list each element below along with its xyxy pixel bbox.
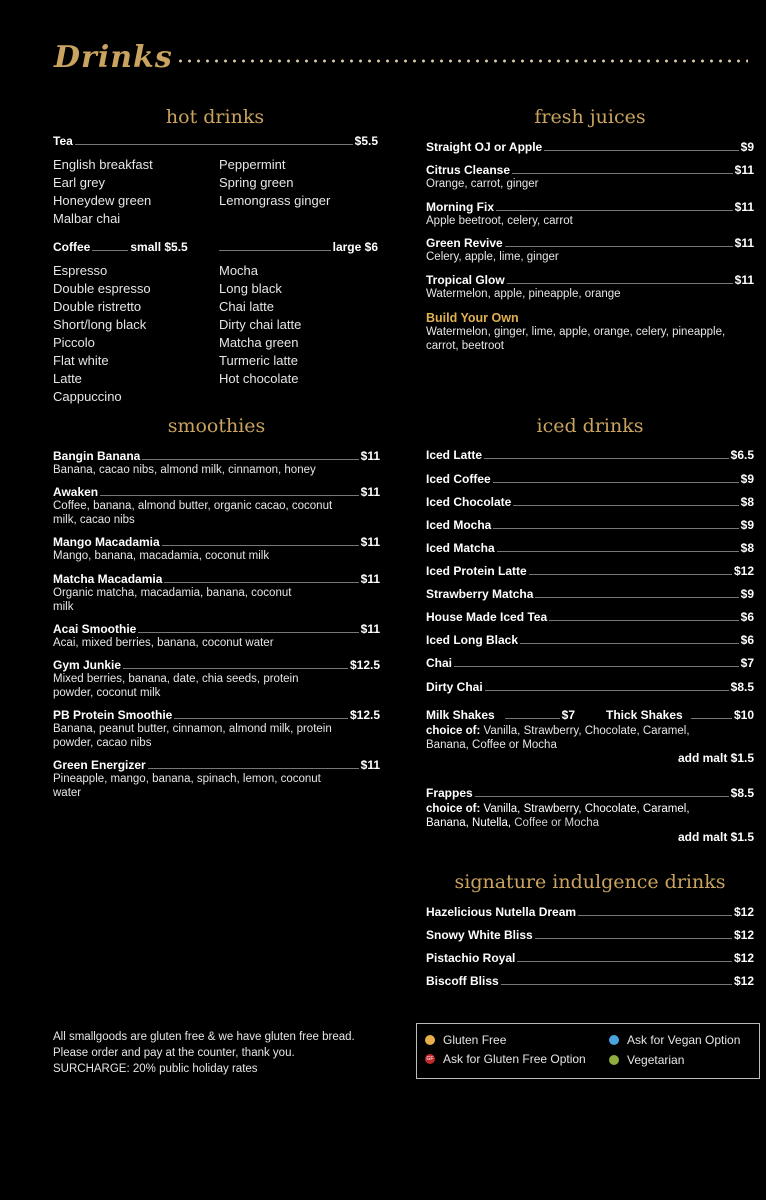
item-price: $11	[360, 449, 380, 463]
menu-item	[426, 495, 754, 509]
legend-ask-vegan	[609, 1033, 740, 1047]
item-price: $9	[740, 518, 754, 532]
leader-line	[174, 718, 348, 719]
menu-item	[426, 518, 754, 532]
dietary-legend	[416, 1023, 760, 1079]
item-description: Mango, banana, macadamia, coconut milk	[53, 550, 270, 562]
leader-line	[505, 246, 733, 247]
item-price: $11	[360, 572, 380, 586]
item-name: Mango Macadamia	[53, 535, 160, 549]
item-price: $11	[734, 200, 754, 214]
menu-item	[426, 472, 754, 486]
footer-line: All smallgoods are gluten free & we have gluten free bread.	[53, 1031, 355, 1043]
item-name: Awaken	[53, 485, 99, 499]
menu-item-thick-shakes	[606, 708, 754, 722]
item-price: $11	[360, 535, 380, 549]
item-name: Thick Shakes	[606, 708, 683, 722]
item-name: Iced Coffee	[426, 472, 491, 486]
tea-list-col1	[53, 156, 153, 228]
menu-item-frappes	[426, 786, 754, 800]
menu-item	[53, 708, 380, 750]
item-price: $9	[740, 587, 754, 601]
item-price: $8.5	[730, 680, 754, 694]
item-price: $11	[360, 485, 380, 499]
item-price: $11	[360, 622, 380, 636]
menu-item	[53, 622, 380, 650]
leader-line	[505, 718, 560, 719]
item-name: Frappes	[426, 786, 473, 800]
item-price: $6	[740, 610, 754, 624]
item-price: $9	[740, 140, 754, 154]
hot-drinks-heading: hot drinks	[165, 106, 265, 128]
list-item: Peppermint	[219, 157, 286, 172]
footer-line: SURCHARGE: 20% public holiday rates	[53, 1063, 258, 1075]
item-price: $11	[734, 163, 754, 177]
menu-item	[426, 564, 754, 578]
frappe-choices	[426, 802, 696, 830]
leader-line	[497, 551, 739, 552]
item-price: $12.5	[349, 708, 380, 722]
item-description: Apple beetroot, celery, carrot	[426, 215, 573, 227]
list-item: Double espresso	[53, 281, 151, 296]
item-name: Milk Shakes	[426, 708, 495, 722]
title-dotted-rule	[176, 59, 748, 63]
item-price: $7	[561, 708, 575, 722]
item-name: Iced Matcha	[426, 541, 495, 555]
list-item: Short/long black	[53, 317, 147, 332]
item-price: $11	[734, 273, 754, 287]
leader-line	[92, 250, 128, 251]
list-item: Matcha green	[219, 335, 299, 350]
leader-line	[164, 582, 358, 583]
item-name: Iced Long Black	[426, 633, 519, 647]
legend-label: Gluten Free	[443, 1033, 507, 1047]
choice-list: Vanilla, Strawberry, Chocolate, Caramel, Banana, Coffee or Mocha	[426, 725, 690, 751]
legend-ask-gluten-free	[425, 1052, 586, 1066]
list-item: Flat white	[53, 353, 109, 368]
item-description: Mixed berries, banana, date, chia seeds, protein powder, coconut milk	[53, 673, 299, 699]
item-price: large $6	[332, 240, 378, 254]
list-item: Chai latte	[219, 299, 274, 314]
item-name: Bangin Banana	[53, 449, 141, 463]
list-item: Malbar chai	[53, 211, 121, 226]
leader-line	[138, 632, 358, 633]
vegan-icon	[609, 1035, 619, 1045]
list-item: Cappuccino	[53, 389, 122, 404]
item-name: Snowy White Bliss	[426, 928, 533, 942]
menu-item	[53, 572, 380, 614]
menu-item	[426, 163, 754, 191]
iced-drinks-heading: iced drinks	[536, 415, 644, 437]
item-name: Iced Mocha	[426, 518, 492, 532]
coffee-list-col1	[53, 262, 151, 406]
item-price: $12	[733, 951, 754, 965]
leader-line	[535, 597, 738, 598]
item-description: Organic matcha, macadamia, banana, coconut milk	[53, 587, 292, 613]
legend-gluten-free	[425, 1033, 506, 1047]
menu-item	[53, 485, 380, 527]
menu-item	[426, 610, 754, 624]
ask-gluten-free-icon: GF	[426, 1056, 434, 1062]
leader-line	[501, 984, 732, 985]
leader-line	[493, 482, 739, 483]
item-description: Celery, apple, lime, ginger	[426, 251, 559, 263]
leader-line	[513, 505, 738, 506]
leader-line	[496, 210, 733, 211]
item-name: Pistachio Royal	[426, 951, 516, 965]
leader-line	[454, 666, 739, 667]
leader-line	[219, 250, 331, 251]
item-name: Dirty Chai	[426, 680, 483, 694]
list-item: Dirty chai latte	[219, 317, 302, 332]
choice-list-extra: Coffee or Mocha	[514, 817, 600, 829]
item-price: $9	[740, 472, 754, 486]
add-malt-note: add malt $1.5	[677, 830, 754, 844]
menu-item	[426, 587, 754, 601]
item-price: $12	[733, 905, 754, 919]
leader-line	[485, 690, 729, 691]
item-name: Strawberry Matcha	[426, 587, 534, 601]
item-price: small $5.5	[130, 240, 188, 254]
vegetarian-icon	[609, 1055, 619, 1065]
item-name: Hazelicious Nutella Dream	[426, 905, 577, 919]
list-item: Spring green	[219, 175, 294, 190]
menu-item-coffee-small	[53, 240, 213, 254]
legend-label: Vegetarian	[627, 1053, 685, 1067]
coffee-list-col2	[219, 262, 301, 388]
leader-line	[484, 458, 729, 459]
menu-item	[53, 658, 380, 700]
page-title: Drinks	[54, 40, 173, 75]
leader-line	[529, 574, 732, 575]
item-price: $6	[740, 633, 754, 647]
item-price: $12	[733, 928, 754, 942]
item-name: Coffee	[53, 240, 91, 254]
list-item: Turmeric latte	[219, 353, 298, 368]
leader-line	[512, 173, 733, 174]
item-description: Watermelon, apple, pineapple, orange	[426, 288, 621, 300]
leader-line	[142, 459, 358, 460]
item-name: Acai Smoothie	[53, 622, 137, 636]
item-description: Banana, cacao nibs, almond milk, cinnamon, honey	[53, 464, 316, 476]
choice-list: Vanilla, Strawberry, Chocolate, Caramel, Banana, Nutella,	[426, 803, 690, 829]
menu-item-coffee-large	[219, 240, 378, 254]
item-name: Iced Latte	[426, 448, 483, 462]
list-item: Double ristretto	[53, 299, 142, 314]
leader-line	[148, 768, 359, 769]
item-description: Orange, carrot, ginger	[426, 178, 539, 190]
gluten-free-icon	[425, 1035, 435, 1045]
list-item: Hot chocolate	[219, 371, 299, 386]
item-name: Citrus Cleanse	[426, 163, 511, 177]
tea-list-col2	[219, 156, 330, 210]
item-name: Iced Protein Latte	[426, 564, 527, 578]
leader-line	[549, 620, 738, 621]
menu-item	[426, 905, 754, 919]
menu-item	[53, 758, 380, 800]
legend-label: Ask for Vegan Option	[627, 1033, 741, 1047]
item-name: Iced Chocolate	[426, 495, 512, 509]
item-price: $12	[733, 564, 754, 578]
item-price: $12	[733, 974, 754, 988]
signature-heading: signature indulgence drinks	[454, 871, 726, 893]
item-name: Green Revive	[426, 236, 503, 250]
item-price: $10	[733, 708, 754, 722]
list-item: Lemongrass ginger	[219, 193, 331, 208]
menu-item	[53, 535, 380, 563]
item-name: PB Protein Smoothie	[53, 708, 173, 722]
menu-item	[426, 680, 754, 694]
item-price: $11	[734, 236, 754, 250]
item-description: Banana, peanut butter, cinnamon, almond milk, protein powder, cacao nibs	[53, 723, 332, 749]
item-price: $8	[740, 541, 754, 555]
item-description: Acai, mixed berries, banana, coconut water	[53, 637, 274, 649]
menu-item	[426, 656, 754, 670]
item-name: Build Your Own	[426, 311, 519, 325]
menu-item	[426, 974, 754, 988]
fresh-juices-heading: fresh juices	[534, 106, 646, 128]
item-name: Matcha Macadamia	[53, 572, 163, 586]
legend-vegetarian	[609, 1053, 684, 1067]
leader-line	[691, 718, 732, 719]
item-description: Watermelon, ginger, lime, apple, orange, celery, pineapple, carrot, beetroot	[426, 326, 726, 352]
leader-line	[535, 938, 732, 939]
smoothies-heading: smoothies	[167, 415, 266, 437]
choice-label: choice of:	[426, 725, 481, 737]
footer-notes	[53, 1029, 413, 1077]
list-item: Honeydew green	[53, 193, 152, 208]
leader-line	[475, 796, 729, 797]
item-name: Gym Junkie	[53, 658, 122, 672]
item-price: $11	[360, 758, 380, 772]
choice-label: choice of:	[426, 803, 481, 815]
list-item: Latte	[53, 371, 82, 386]
leader-line	[517, 961, 732, 962]
leader-line	[520, 643, 739, 644]
menu-item	[426, 541, 754, 555]
leader-line	[493, 528, 738, 529]
item-price: $8.5	[730, 786, 754, 800]
legend-label: Ask for Gluten Free Option	[443, 1052, 586, 1066]
item-name: House Made Iced Tea	[426, 610, 548, 624]
menu-item	[426, 273, 754, 301]
list-item: Mocha	[219, 263, 259, 278]
leader-line	[75, 144, 353, 145]
leader-line	[544, 150, 738, 151]
menu-item	[426, 633, 754, 647]
item-name: Biscoff Bliss	[426, 974, 499, 988]
milkshake-choices	[426, 724, 716, 752]
list-item: Espresso	[53, 263, 108, 278]
leader-line	[507, 283, 733, 284]
footer-line: Please order and pay at the counter, thank you.	[53, 1047, 295, 1059]
menu-item	[426, 928, 754, 942]
list-item: Long black	[219, 281, 282, 296]
item-name: Tropical Glow	[426, 273, 505, 287]
item-name: Green Energizer	[53, 758, 146, 772]
item-name: Morning Fix	[426, 200, 494, 214]
leader-line	[162, 545, 359, 546]
leader-line	[123, 668, 348, 669]
list-item: English breakfast	[53, 157, 153, 172]
menu-item	[426, 236, 754, 264]
item-description: Coffee, banana, almond butter, organic cacao, coconut milk, cacao nibs	[53, 500, 333, 526]
menu-item	[426, 200, 754, 228]
item-price: $8	[740, 495, 754, 509]
item-price: $5.5	[354, 134, 378, 148]
menu-item	[426, 951, 754, 965]
menu-item-tea	[53, 134, 378, 148]
list-item: Piccolo	[53, 335, 95, 350]
build-your-own	[426, 311, 726, 353]
add-malt-note: add malt $1.5	[677, 751, 754, 765]
menu-item	[53, 449, 380, 477]
menu-item	[426, 140, 754, 154]
list-item: Earl grey	[53, 175, 106, 190]
item-name: Straight OJ or Apple	[426, 140, 543, 154]
item-name: Tea	[53, 134, 73, 148]
item-name: Chai	[426, 656, 453, 670]
menu-item	[426, 448, 754, 462]
leader-line	[100, 495, 359, 496]
item-price: $12.5	[349, 658, 380, 672]
item-description: Pineapple, mango, banana, spinach, lemon, coconut water	[53, 773, 321, 799]
leader-line	[578, 915, 732, 916]
item-price: $7	[740, 656, 754, 670]
menu-item-milk-shakes	[426, 708, 575, 722]
item-price: $6.5	[730, 448, 754, 462]
